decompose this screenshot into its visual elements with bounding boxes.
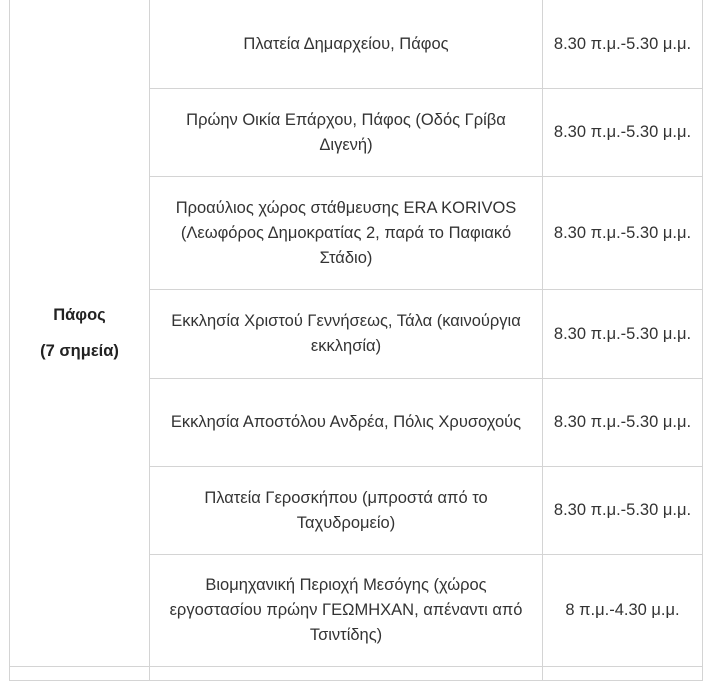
next-row-cell (150, 667, 543, 681)
location-cell: Εκκλησία Χριστού Γεννήσεως, Τάλα (καινούργια εκκλησία) (150, 290, 543, 379)
table-row-partial (10, 667, 703, 681)
next-row-cell (543, 667, 703, 681)
hours-cell: 8.30 π.μ.-5.30 μ.μ. (543, 467, 703, 555)
district-name: Πάφος (53, 306, 106, 324)
location-cell: Προαύλιος χώρος στάθμευσης ERA KORIVOS (Λεωφόρος Δημοκρατίας 2, παρά το Παφιακό Στάδιο) (150, 177, 543, 290)
hours-cell: 8.30 π.μ.-5.30 μ.μ. (543, 0, 703, 89)
district-cell (10, 0, 150, 667)
hours-cell: 8.30 π.μ.-5.30 μ.μ. (543, 290, 703, 379)
district-count: (7 σημεία) (40, 342, 119, 360)
location-cell: Εκκλησία Αποστόλου Ανδρέα, Πόλις Χρυσοχούς (150, 379, 543, 467)
hours-cell: 8.30 π.μ.-5.30 μ.μ. (543, 89, 703, 177)
next-row-cell (10, 667, 150, 681)
location-cell: Πρώην Οικία Επάρχου, Πάφος (Οδός Γρίβα Διγενή) (150, 89, 543, 177)
hours-cell: 8.30 π.μ.-5.30 μ.μ. (543, 379, 703, 467)
hours-cell: 8.30 π.μ.-5.30 μ.μ. (543, 177, 703, 290)
locations-table (9, 0, 703, 681)
hours-cell: 8 π.μ.-4.30 μ.μ. (543, 555, 703, 667)
table-row (10, 0, 703, 89)
location-cell: Πλατεία Δημαρχείου, Πάφος (150, 0, 543, 89)
location-cell: Πλατεία Γεροσκήπου (μπροστά από το Ταχυδρομείο) (150, 467, 543, 555)
location-cell: Βιομηχανική Περιοχή Μεσόγης (χώρος εργοστασίου πρώην ΓΕΩΜΗΧΑΝ, απέναντι από Τσιντίδης) (150, 555, 543, 667)
